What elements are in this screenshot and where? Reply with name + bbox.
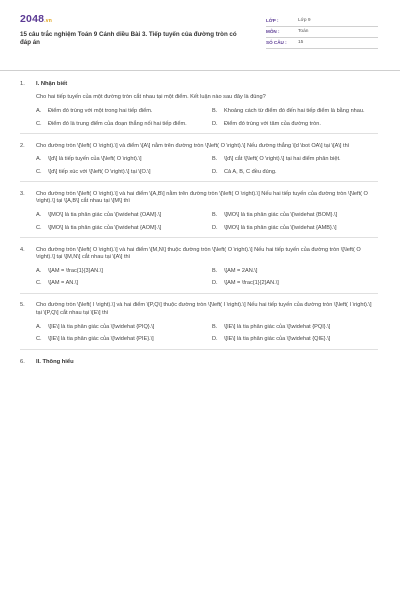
meta-row-subject bbox=[266, 27, 378, 38]
answer-options bbox=[36, 324, 378, 344]
answer-option-c[interactable]: C. \[IE\] là tia phân giác của \[\widehat {PIE}.\] bbox=[36, 336, 154, 343]
question-number: 4. bbox=[20, 246, 25, 253]
question-number: 5. bbox=[20, 302, 25, 309]
question-stem bbox=[20, 302, 378, 317]
question-number: 3. bbox=[20, 190, 25, 197]
meta-value: 15 bbox=[298, 39, 304, 45]
answer-option-a[interactable]: A. \[IE\] là tia phân giác của \[\widehat {PIQ}.\] bbox=[36, 323, 155, 330]
question-text: Cho đường tròn \[\left( I \right).\] và hai điểm \[P,Q\] thuộc đường tròn \[\left( I \right).\] Nếu hai tiếp tuyến của đường tròn \[\left( I \right).\] tại \[P,Q\] cắt nhau tại \[E\] thì bbox=[36, 302, 372, 316]
question-text: Cho đường tròn \[\left( O \right).\] và hai điểm \[A,B\] nằm trên đường tròn \[\left( O \right).\] Nếu hai tiếp tuyến của đường tròn \[\left( O \right).\] tại \[A,B\] cắt nhau tại \[M\] thì bbox=[36, 190, 368, 205]
answer-option-d[interactable]: D. \[AM = \frac{1}{2}AN.\] bbox=[211, 280, 279, 287]
logo-text: 2048 bbox=[20, 13, 45, 25]
section-title: I. Nhận biết bbox=[36, 80, 68, 87]
section-heading bbox=[20, 81, 378, 89]
logo-suffix: .vn bbox=[44, 18, 52, 24]
header-left bbox=[20, 14, 248, 70]
question-number: 6. bbox=[20, 359, 25, 366]
answer-option-b[interactable]: B. \[d\] cắt \[\left( O \right).\] tại hai điểm phân biệt. bbox=[211, 156, 341, 163]
answer-option-a[interactable]: A. Điểm đó trùng với một trong hai tiếp điểm. bbox=[36, 107, 153, 114]
meta-table bbox=[266, 16, 378, 70]
question-separator bbox=[20, 237, 378, 238]
question-number: 1. bbox=[20, 80, 25, 87]
section-heading bbox=[20, 359, 378, 367]
answer-option-c[interactable]: C. Điểm đó là trung điểm của đoạn thẳng nối hai tiếp điểm. bbox=[36, 120, 187, 127]
meta-row-count bbox=[266, 38, 378, 49]
question-separator bbox=[20, 133, 378, 134]
question-2 bbox=[20, 143, 378, 177]
answer-option-b[interactable]: B. Khoảng cách từ điểm đó đến hai tiếp điểm là bằng nhau. bbox=[211, 107, 365, 114]
question-separator bbox=[20, 293, 378, 294]
document-header bbox=[20, 0, 378, 70]
meta-value: Toán bbox=[298, 28, 309, 34]
question-4 bbox=[20, 247, 378, 288]
meta-label: LỚP : bbox=[266, 17, 279, 23]
meta-label: SỐ CÂU : bbox=[266, 39, 287, 45]
answer-options bbox=[36, 156, 378, 176]
answer-option-c[interactable]: C. \[d\] tiếp xúc với \[\left( O \right).\] tại \[O.\] bbox=[36, 168, 151, 175]
answer-option-a[interactable]: A. \[MO\] là tia phân giác của \[\widehat {OAM}.\] bbox=[36, 211, 162, 218]
answer-option-b[interactable]: B. \[MO\] là tia phân giác của \[\widehat {BOM}.\] bbox=[211, 211, 338, 218]
answer-options bbox=[36, 268, 378, 288]
meta-row-class bbox=[266, 16, 378, 27]
answer-option-a[interactable]: A. \[AM = \frac{1}{3}AN.\] bbox=[36, 267, 103, 274]
question-text: Cho đường tròn \[\left( O \right).\] và điểm \[A\] nằm trên đường tròn \[\left( O \right).\] Nếu đường thẳng \[d \bot OA\] tại \[A\] thì bbox=[36, 142, 350, 149]
question-stem bbox=[20, 143, 378, 151]
answer-option-d[interactable]: D. \[IE\] là tia phân giác của \[\widehat {QIE}.\] bbox=[211, 336, 331, 343]
answer-option-b[interactable]: B. \[IE\] là tia phân giác của \[\widehat {PQI}.\] bbox=[211, 323, 331, 330]
document-title: 15 câu trắc nghiệm Toán 9 Cánh diều Bài 3. Tiếp tuyến của đường tròn có đáp án bbox=[20, 30, 237, 46]
question-text: Cho hai tiếp tuyến của một đường tròn cắt nhau tại một điểm. Kết luận nào sau đây là đúng? bbox=[36, 94, 266, 101]
site-logo[interactable] bbox=[20, 14, 248, 25]
answer-option-c[interactable]: C. \[AM = AN.\] bbox=[36, 280, 78, 287]
question-stem bbox=[20, 191, 378, 206]
question-stem bbox=[20, 94, 378, 102]
answer-option-d[interactable]: D. \[MO\] là tia phân giác của \[\widehat {AMB}.\] bbox=[211, 224, 337, 231]
section-title: II. Thông hiểu bbox=[36, 359, 74, 366]
question-text: Cho đường tròn \[\left( O \right).\] và hai điểm \[M,N\] thuộc đường tròn \[\left( O \right).\] Nếu hai tiếp tuyến của đường tròn \[\left( O \right).\] tại \[M,N\] cắt nhau tại \[A\] thì bbox=[36, 246, 361, 261]
meta-value: Lớp 9 bbox=[298, 17, 311, 23]
meta-label: MÔN : bbox=[266, 28, 280, 34]
answer-option-c[interactable]: C. \[MO\] là tia phân giác của \[\widehat {AOM}.\] bbox=[36, 224, 162, 231]
answer-options bbox=[36, 108, 378, 128]
answer-option-d[interactable]: D. Điểm đó trùng với tâm của đường tròn. bbox=[211, 120, 321, 127]
answer-option-d[interactable]: D. Cả A, B, C đều đúng. bbox=[211, 168, 277, 175]
question-stem bbox=[20, 247, 378, 262]
question-3 bbox=[20, 191, 378, 232]
answer-option-a[interactable]: A. \[d\] là tiếp tuyến của \[\left( O \right).\] bbox=[36, 156, 142, 163]
answer-option-b[interactable]: B. \[AM = 2AN.\] bbox=[211, 267, 258, 274]
question-number: 2. bbox=[20, 142, 25, 149]
question-separator bbox=[20, 349, 378, 350]
question-1 bbox=[20, 94, 378, 128]
header-divider bbox=[0, 70, 400, 71]
answer-options bbox=[36, 212, 378, 232]
question-5 bbox=[20, 302, 378, 343]
question-separator bbox=[20, 181, 378, 182]
